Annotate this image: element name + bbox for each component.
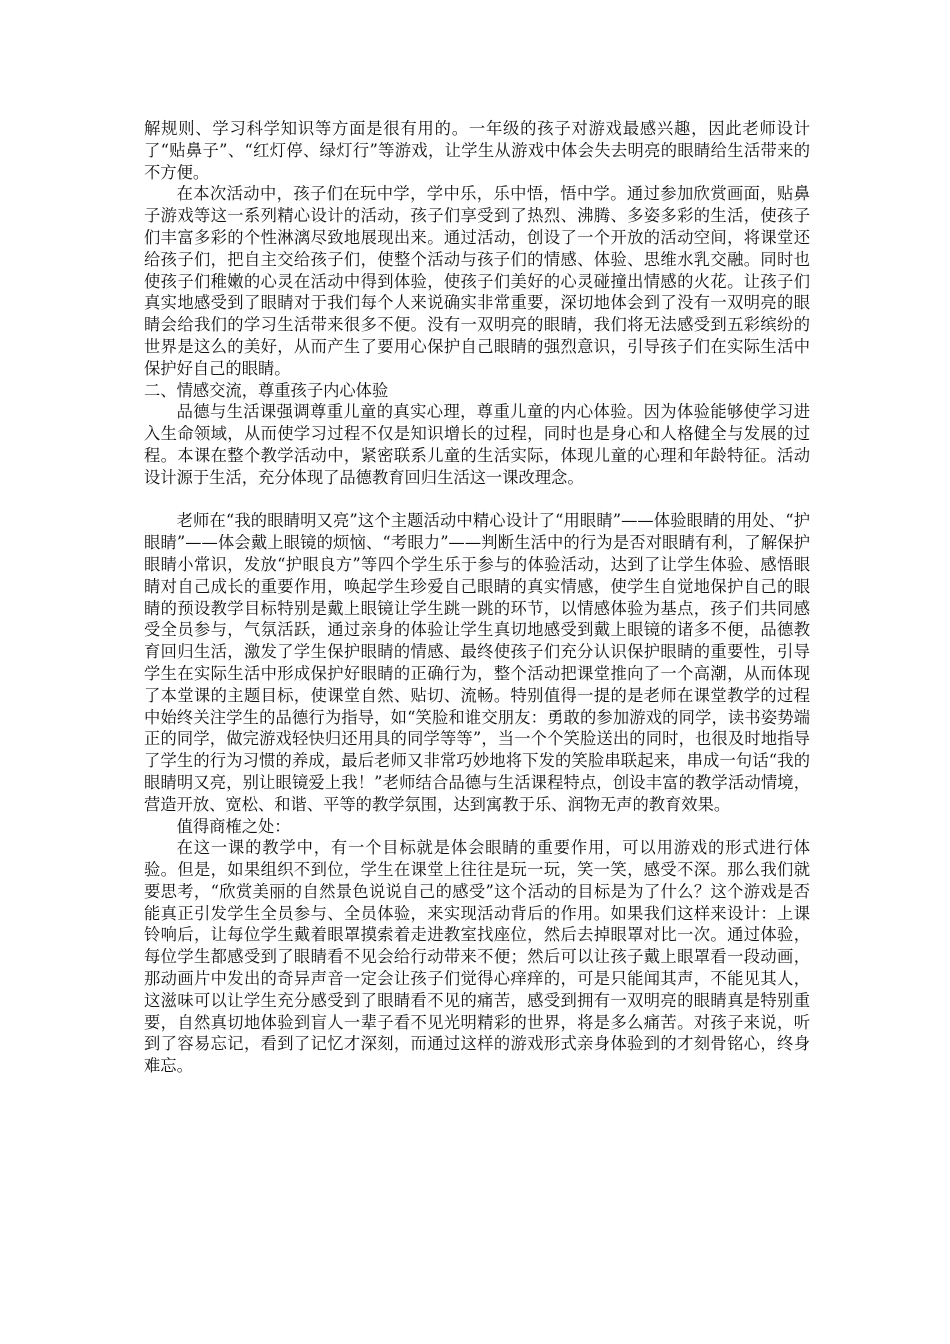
paragraph-teacher-design: 老师在“我的眼睛明又亮”这个主题活动中精心设计了“用眼睛”——体验眼睛的用处、“护眼睛”——体会戴上眼镜的烦恼、“考眼力”——判断生活中的行为是否对眼睛有利，了解保护眼睛小常识，发放“护眼良方”等四个学生乐于参与的体验活动，达到了让学生体验、感悟眼睛对自己成长的重要作用，唤起学生珍爱自己眼睛的真实情感，使学生自觉地保护自己的眼睛的预设教学目标特别是戴上眼镜让学生跳一跳的环节，以情感体验为基点，孩子们共同感受全员参与，气氛活跃，通过亲身的体验让学生真切地感受到戴上眼镜的诸多不便，品德教育回归生活，激发了学生保护眼睛的情感、最终使孩子们充分认识保护眼睛的重要性，引导学生在实际生活中形成保护好眼睛的正确行为，整个活动把课堂推向了一个高潮，从而体现了本堂课的主题目标，使课堂自然、贴切、流畅。特别值得一提的是老师在课堂教学的过程中始终关注学生的品德行为指导，如“笑脸和谁交朋友：勇敢的参加游戏的同学，读书姿势端正的同学，做完游戏轻快归还用具的同学等等”，当一个个笑脸送出的同时，也很及时地指导了学生的行为习惯的养成，最后老师又非常巧妙地将下发的笑脸串联起来，串成一句话“我的眼睛明又亮，别让眼镜爱上我！”老师结合品德与生活课程特点，创设丰富的教学活动情境，营造开放、宽松、和谐、平等的教学氛围，达到寓教于乐、润物无声的教育效果。	[144, 511, 810, 814]
section-heading-2: 二、情感交流，尊重孩子内心体验	[144, 380, 389, 400]
paragraph-game-intro: 解规则、学习科学知识等方面是很有用的。一年级的孩子对游戏最感兴趣，因此老师设计了“贴鼻子”、“红灯停、绿灯行”等游戏，让学生从游戏中体会失去明亮的眼睛给生活带来的不方便。	[144, 119, 810, 182]
paragraph-emotional-experience: 品德与生活课强调尊重儿童的真实心理，尊重儿童的内心体验。因为体验能够使学习进入生命领域，从而使学习过程不仅是知识增长的过程，同时也是身心和人格健全与发展的过程。本课在整个教学活动中，紧密联系儿童的生活实际，体现儿童的心理和年龄特征。活动设计源于生活，充分体现了品德教育回归生活这一课改理念。	[144, 402, 810, 487]
paragraph-discussion: 在这一课的教学中，有一个目标就是体会眼睛的重要作用，可以用游戏的形式进行体验。但是，如果组织不到位，学生在课堂上往往是玩一玩，笑一笑，感受不深。那么我们就要思考，“欣赏美丽的自然景色说说自己的感受”这个活动的目标是为了什么？这个游戏是否能真正引发学生全员参与、全员体验，来实现活动背后的作用。如果我们这样来设计：上课铃响后，让每位学生戴着眼罩摸索着走进教室找座位，然后去掉眼罩对比一次。通过体验，每位学生都感受到了眼睛看不见会给行动带来不便；然后可以让孩子戴上眼罩看一段动画，那动画片中发出的奇异声音一定会让孩子们觉得心痒痒的，可是只能闻其声，不能见其人，这滋味可以让学生充分感受到了眼睛看不见的痛苦，感受到拥有一双明亮的眼睛真是特别重要，自然真切地体验到盲人一辈子看不见光明精彩的世界，将是多么痛苦。对孩子来说，听到了容易忘记，看到了记忆才深刻，而通过这样的游戏形式亲身体验到的才刻骨铭心，终身难忘。	[144, 838, 810, 1076]
paragraph-activity-summary: 在本次活动中，孩子们在玩中学，学中乐，乐中悟，悟中学。通过参加欣赏画面，贴鼻子游戏等这一系列精心设计的活动，孩子们享受到了热烈、沸腾、多姿多彩的生活，使孩子们丰富多彩的个性淋漓尽致地展现出来。通过活动，创设了一个开放的活动空间，将课堂还给孩子们，把自主交给孩子们，使整个活动与孩子们的情感、体验、思维水乳交融。同时也使孩子们稚嫩的心灵在活动中得到体验，使孩子们美好的心灵碰撞出情感的火花。让孩子们真实地感受到了眼睛对于我们每个人来说确实非常重要，深切地体会到了没有一双明亮的眼睛会给我们的学习生活带来很多不便。没有一双明亮的眼睛，我们将无法感受到五彩缤纷的世界是这么的美好，从而产生了要用心保护自己眼睛的强烈意识，引导孩子们在实际生活中保护好自己的眼睛。	[144, 184, 810, 378]
blank-line	[144, 489, 810, 511]
article-body	[144, 118, 810, 1077]
paragraph-discussion-heading: 值得商榷之处：	[176, 816, 291, 836]
